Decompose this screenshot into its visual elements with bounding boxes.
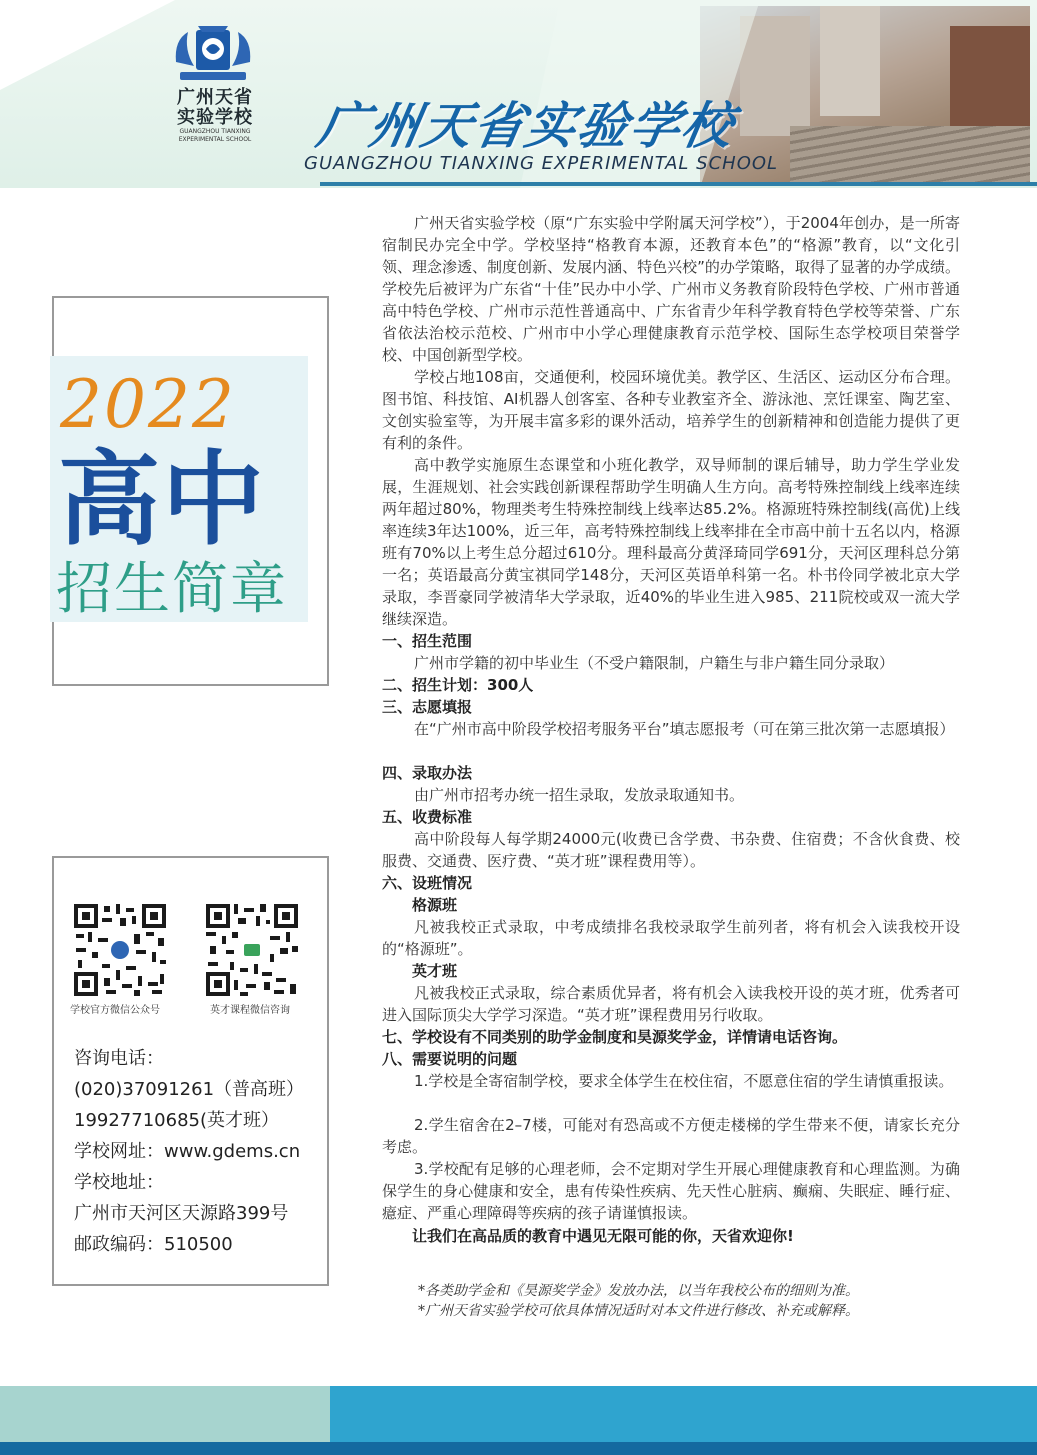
header-stripe — [320, 182, 1037, 186]
school-crest-icon — [170, 22, 256, 86]
address-label: 学校地址： — [74, 1172, 164, 1193]
section-1-text: 广州市学籍的初中毕业生（不受户籍限制，户籍生与非户籍生同分录取） — [414, 654, 895, 672]
address: 广州市天河区天源路399号 — [74, 1203, 289, 1224]
section-6-sub-yingcai: 英才班 — [412, 962, 458, 980]
section-3-text: 在“广州市高中阶段学校招考服务平台”填志愿报考（可在第三批次第一志愿填报） — [414, 720, 955, 738]
cover-title: 高中 — [58, 441, 266, 560]
phone-regular: (020)37091261（普高班） — [74, 1079, 305, 1100]
section-6-text-geyuan: 凡被我校正式录取，中考成绩排名我校录取学生前列者，将有机会入读我校开设的“格源班”。 — [382, 918, 960, 958]
section-6-title: 六、设班情况 — [382, 874, 473, 892]
section-5-title: 五、收费标准 — [382, 808, 473, 826]
section-8-item-2: 2.学生宿舍在2–7楼，可能对有恐高或不方便走楼梯的学生带来不便，请家长充分考虑。 — [382, 1116, 960, 1156]
intro-paragraph-2: 学校占地108亩，交通便利，校园环境优美。教学区、生活区、运动区分布合理。图书馆、科技馆、AI机器人创客室、各种专业教室齐全、游泳池、烹饪课室、陶艺室、文创实验室等，为开展丰富多彩的课外活动，培养学生的创新精神和创造能力提供了更有利的条件。 — [382, 368, 960, 452]
school-title: 广州天省实验学校 — [312, 97, 740, 155]
section-8-title: 八、需要说明的问题 — [382, 1050, 518, 1068]
qr1-caption: 学校官方微信公众号 — [70, 1005, 160, 1016]
section-4-title: 四、录取办法 — [382, 764, 473, 782]
logo-en-line2: EXPERIMENTAL SCHOOL — [178, 136, 252, 143]
footnote-2: *广州天省实验学校可依具体情况适时对本文件进行修改、补充或解释。 — [418, 1303, 859, 1319]
section-7-title: 七、学校设有不同类别的助学金制度和昊源奖学金，详情请电话咨询。 — [382, 1028, 848, 1046]
intro-paragraph-1: 广州天省实验学校（原“广东实验中学附属天河学校”），于2004年创办，是一所寄宿制民办完全中学。学校坚持“格教育本源，还教育本色”的“格源”教育，以“文化引领、理念渗透、制度创新、发展内涵、特色兴校”的办学策略，取得了显著的办学成绩。学校先后被评为广东省“十佳”民办中小学、广州市义务教育阶段特色学校、广州市普通高中特色学校、广州市示范性普通高中、广东省青少年科学教育特色学校等荣誉、广东省依法治校示范校、广州市中小学心理健康教育示范学校、国际生态学校项目荣誉学校、中国创新型学校。 — [382, 214, 960, 364]
logo-name-line1: 广州天省 — [177, 87, 253, 108]
logo-name-cn — [160, 88, 270, 128]
qr-code-official-account — [72, 902, 168, 998]
qr2-caption: 英才课程微信咨询 — [210, 1005, 290, 1016]
cover-subtitle: 招生简章 — [56, 557, 288, 622]
section-3-title: 三、志愿填报 — [382, 698, 473, 716]
phone-label: 咨询电话： — [74, 1048, 164, 1069]
footer-band-right — [330, 1386, 1037, 1442]
postcode: 邮政编码：510500 — [74, 1234, 233, 1255]
intro-paragraph-3: 高中教学实施原生态课堂和小班化教学，双导师制的课后辅导，助力学生学业发展，生涯规划、社会实践创新课程帮助学生明确人生方向。高考特殊控制线上线率连续两年超过80%，物理类考生特殊控制线上线率达85.2%。格源班特殊控制线(高优)上线率连续3年达100%，近三年，高考特殊控制线上线率排在全市高中前十五名以内，格源班有70%以上考生总分超过610分。理科最高分黄泽琦同学691分，天河区理科总分第一名；英语最高分黄宝祺同学148分，天河区英语单科第一名。朴书伶同学被北京大学录取，李晋豪同学被清华大学录取，近40%的毕业生进入985、211院校或双一流大学继续深造。 — [382, 456, 960, 628]
footnote-1: *各类助学金和《昊源奖学金》发放办法，以当年我校公布的细则为准。 — [418, 1283, 859, 1299]
section-8-item-3: 3.学校配有足够的心理老师，会不定期对学生开展心理健康教育和心理监测。为确保学生的身心健康和安全，患有传染性疾病、先天性心脏病、癫痫、失眠症、睡行症、癔症、严重心理障碍等疾病的孩子请谨慎报读。 — [382, 1160, 960, 1222]
footer-band-left — [0, 1386, 330, 1442]
logo-en-line1: GUANGZHOU TIANXING — [179, 128, 251, 135]
phone-elite: 19927710685(英才班） — [74, 1110, 279, 1131]
logo-name-en — [155, 128, 275, 144]
section-6-sub-geyuan: 格源班 — [412, 896, 458, 914]
cover-year: 2022 — [60, 366, 236, 443]
footer-band-bottom — [0, 1442, 1037, 1455]
section-5-text: 高中阶段每人每学期24000元(收费已含学费、书杂费、住宿费；不含伙食费、校服费、交通费、医疗费、“英才班”课程费用等）。 — [382, 830, 960, 870]
section-4-text: 由广州市招考办统一招生录取，发放录取通知书。 — [414, 786, 745, 804]
section-6-text-yingcai: 凡被我校正式录取，综合素质优异者，将有机会入读我校开设的英才班，优秀者可进入国际顶尖大学学习深造。“英才班”课程费用另行收取。 — [382, 984, 960, 1024]
logo-name-line2: 实验学校 — [177, 107, 253, 128]
section-2-title: 二、招生计划：300人 — [382, 676, 534, 694]
section-1-title: 一、招生范围 — [382, 632, 473, 650]
closing-line: 让我们在高品质的教育中遇见无限可能的你，天省欢迎你! — [412, 1227, 794, 1245]
website: 学校网址：www.gdems.cn — [74, 1141, 301, 1162]
section-8-item-1: 1.学校是全寄宿制学校，要求全体学生在校住宿，不愿意住宿的学生请慎重报读。 — [414, 1072, 954, 1090]
qr-code-consult — [204, 902, 300, 998]
school-title-en: GUANGZHOU TIANXING EXPERIMENTAL SCHOOL — [304, 153, 779, 174]
